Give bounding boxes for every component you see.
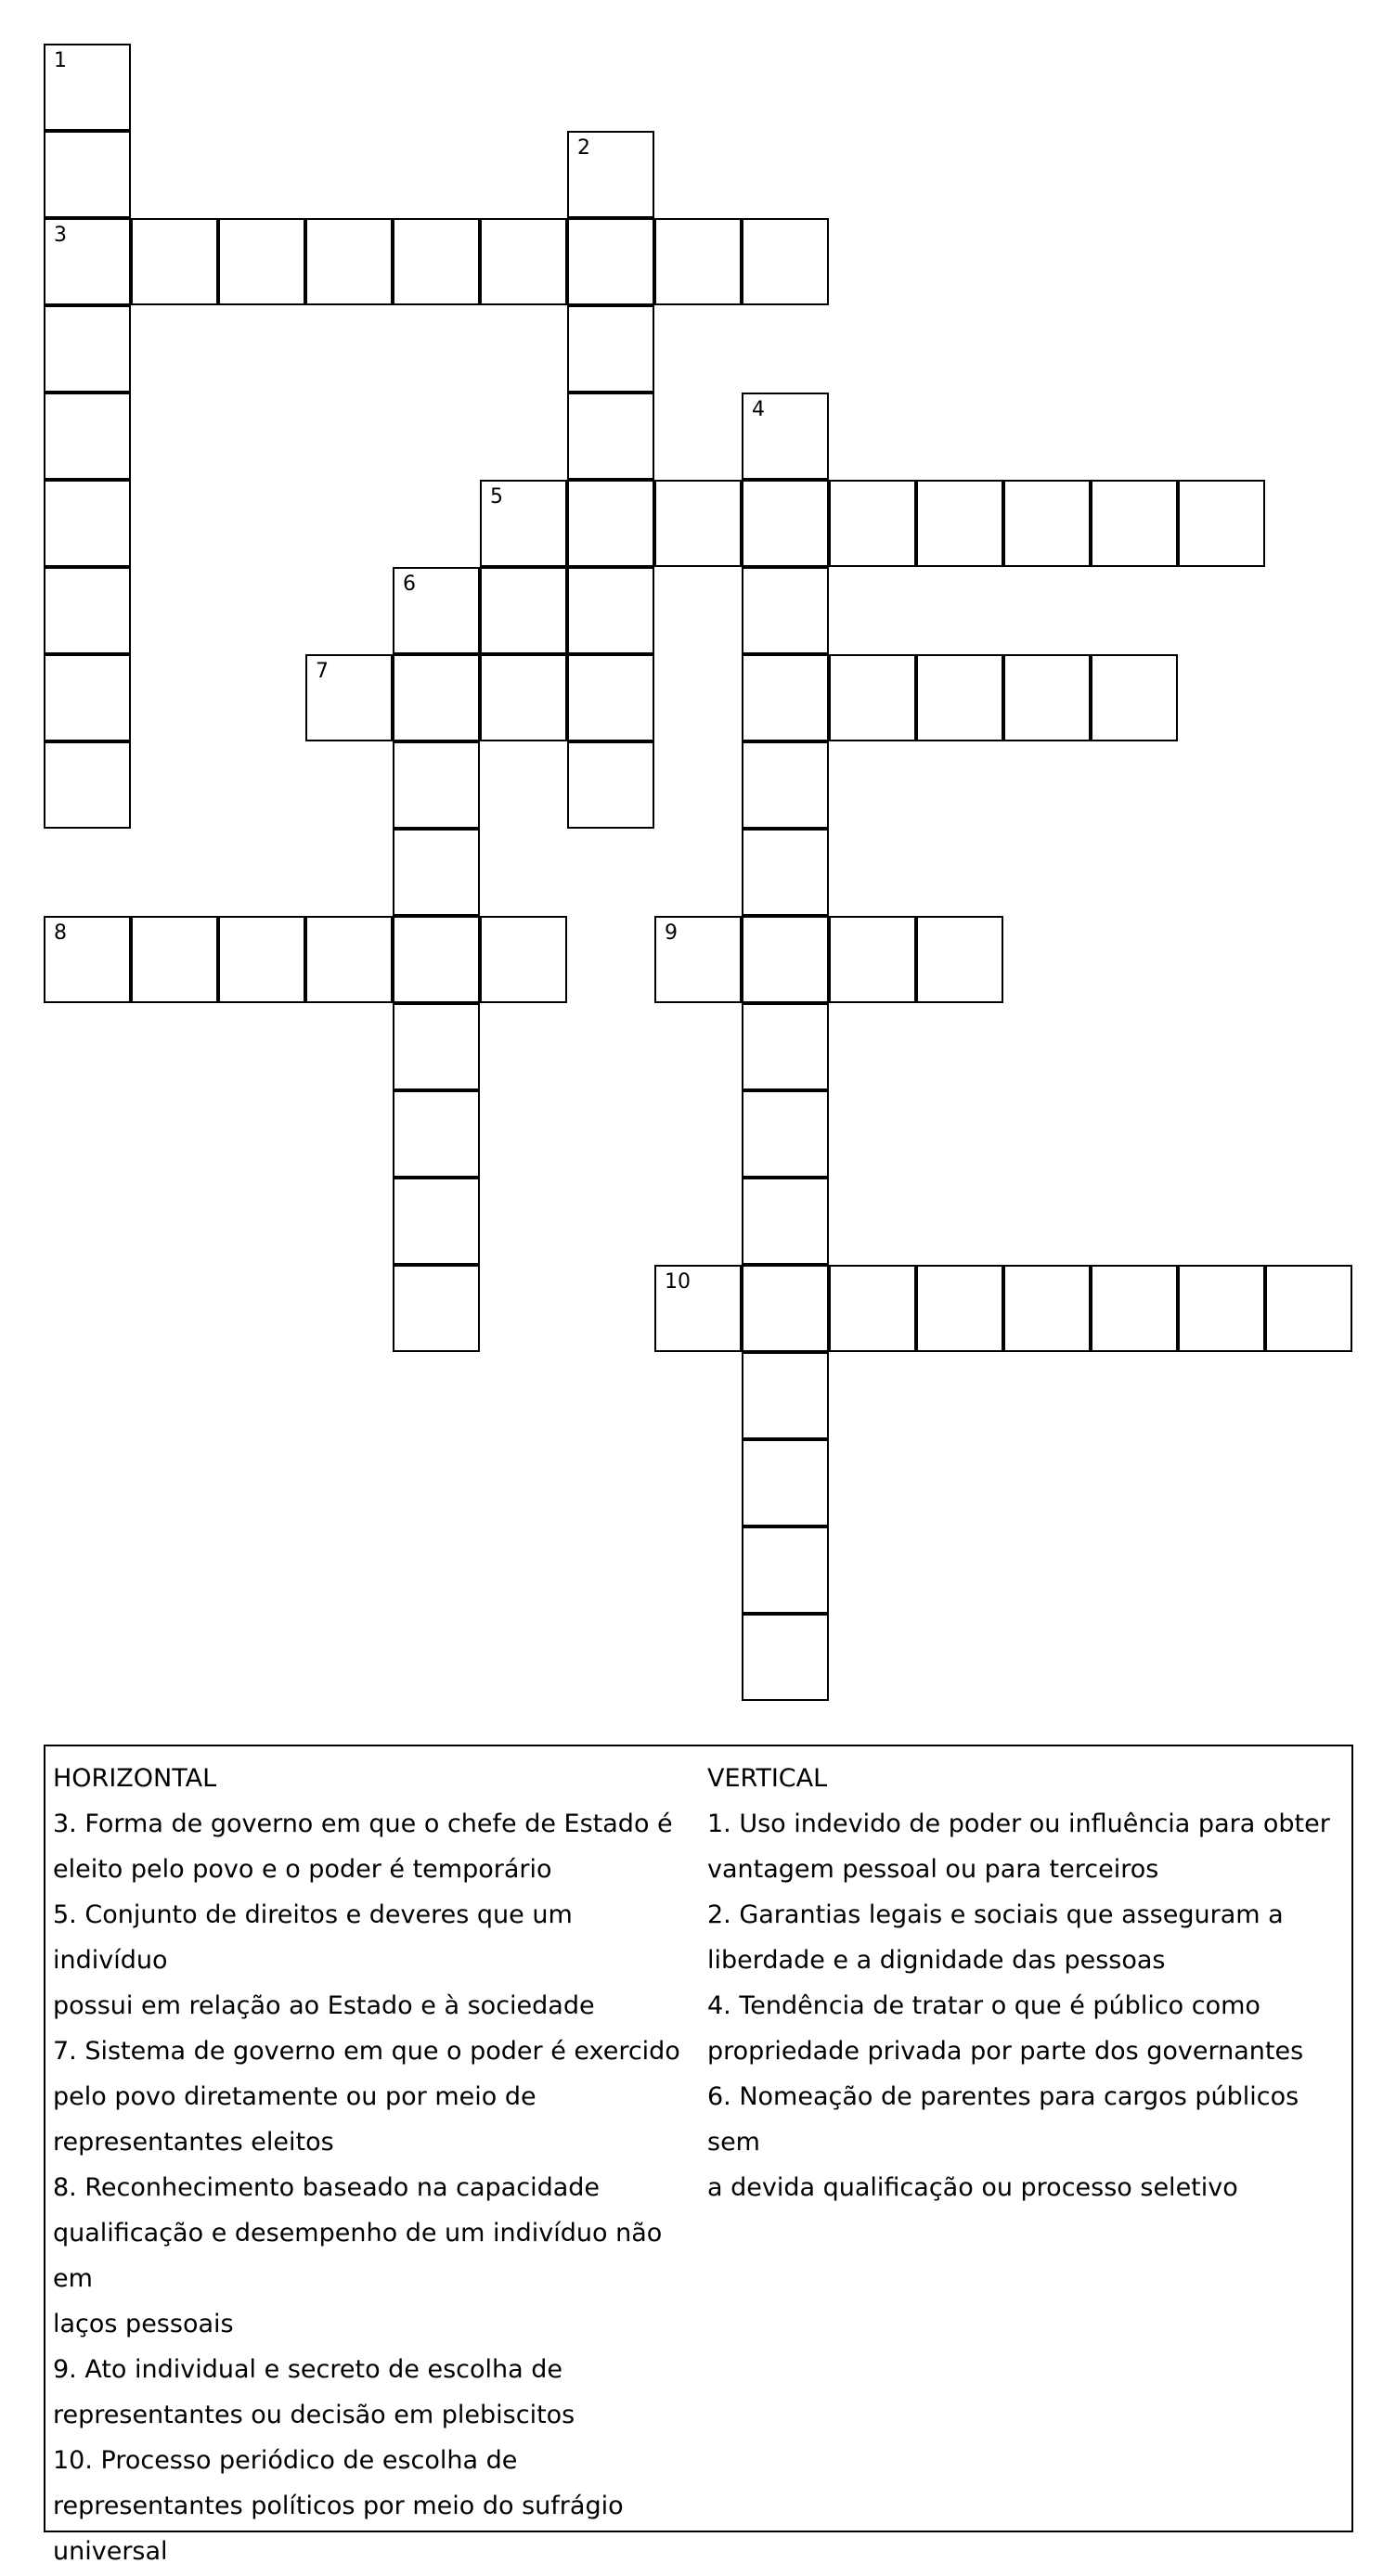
grid-cell[interactable] bbox=[742, 829, 829, 916]
horizontal-clue-line: representantes políticos por meio do sufrágio bbox=[53, 2492, 624, 2520]
grid-cell[interactable] bbox=[742, 1526, 829, 1614]
grid-cell[interactable] bbox=[567, 741, 654, 829]
grid-cell[interactable] bbox=[393, 567, 480, 654]
grid-cell[interactable] bbox=[44, 218, 131, 305]
horizontal-clue-line: 10. Processo periódico de escolha de bbox=[53, 2446, 518, 2475]
grid-cell[interactable] bbox=[829, 654, 916, 741]
grid-cell[interactable] bbox=[829, 1265, 916, 1352]
grid-cell[interactable] bbox=[916, 916, 1003, 1003]
grid-cell[interactable] bbox=[916, 480, 1003, 567]
vertical-clue-line: liberdade e a dignidade das pessoas bbox=[707, 1946, 1166, 1975]
vertical-clues bbox=[707, 1756, 1348, 2210]
clue-number: 3 bbox=[54, 224, 67, 247]
clue-number: 2 bbox=[577, 136, 590, 160]
horizontal-clue-line: possui em relação ao Estado e à sociedade bbox=[53, 1991, 595, 2020]
grid-cell[interactable] bbox=[567, 218, 654, 305]
grid-cell[interactable] bbox=[1003, 480, 1091, 567]
vertical-clue-line: 2. Garantias legais e sociais que asseguram a bbox=[707, 1900, 1284, 1929]
horizontal-clue-line: 5. Conjunto de direitos e deveres que um indivíduo bbox=[53, 1900, 573, 1975]
grid-cell[interactable] bbox=[393, 916, 480, 1003]
grid-cell[interactable] bbox=[567, 131, 654, 218]
grid-cell[interactable] bbox=[480, 654, 567, 741]
horizontal-title: HORIZONTAL bbox=[53, 1764, 217, 1793]
horizontal-clue-line: 7. Sistema de governo em que o poder é exercido bbox=[53, 2037, 680, 2066]
grid-cell[interactable] bbox=[654, 480, 742, 567]
grid-cell[interactable] bbox=[1003, 654, 1091, 741]
grid-cell[interactable] bbox=[393, 1003, 480, 1090]
grid-cell[interactable] bbox=[393, 1178, 480, 1265]
horizontal-clue-line: representantes eleitos bbox=[53, 2128, 334, 2157]
grid-cell[interactable] bbox=[567, 654, 654, 741]
grid-cell[interactable] bbox=[393, 654, 480, 741]
grid-cell[interactable] bbox=[131, 218, 218, 305]
clue-number: 1 bbox=[54, 49, 67, 72]
grid-cell[interactable] bbox=[480, 218, 567, 305]
grid-cell[interactable] bbox=[393, 829, 480, 916]
clue-number: 6 bbox=[403, 573, 416, 596]
vertical-clue-line: vantagem pessoal ou para terceiros bbox=[707, 1855, 1159, 1884]
horizontal-clue-list bbox=[53, 1801, 693, 2574]
grid-cell[interactable] bbox=[480, 567, 567, 654]
grid-cell[interactable] bbox=[742, 1178, 829, 1265]
vertical-clue-list bbox=[707, 1801, 1348, 2210]
grid-cell[interactable] bbox=[44, 131, 131, 218]
horizontal-clue-line: eleito pelo povo e o poder é temporário bbox=[53, 1855, 552, 1884]
vertical-clue-line: 1. Uso indevido de poder ou influência para obter bbox=[707, 1810, 1330, 1838]
horizontal-clue-line: 8. Reconhecimento baseado na capacidade bbox=[53, 2173, 601, 2202]
horizontal-clues bbox=[53, 1756, 693, 2574]
grid-cell[interactable] bbox=[1178, 480, 1265, 567]
grid-cell[interactable] bbox=[44, 305, 131, 393]
horizontal-clue-line: 9. Ato individual e secreto de escolha de bbox=[53, 2355, 563, 2384]
grid-cell[interactable] bbox=[393, 1090, 480, 1178]
grid-cell[interactable] bbox=[829, 916, 916, 1003]
grid-cell[interactable] bbox=[393, 741, 480, 829]
horizontal-clue-line: laços pessoais bbox=[53, 2310, 234, 2338]
grid-cell[interactable] bbox=[742, 1003, 829, 1090]
grid-cell[interactable] bbox=[567, 567, 654, 654]
grid-cell[interactable] bbox=[742, 1265, 829, 1352]
grid-cell[interactable] bbox=[829, 480, 916, 567]
grid-cell[interactable] bbox=[916, 654, 1003, 741]
grid-cell[interactable] bbox=[44, 393, 131, 480]
grid-cell[interactable] bbox=[393, 218, 480, 305]
grid-cell[interactable] bbox=[742, 741, 829, 829]
grid-cell[interactable] bbox=[742, 1614, 829, 1701]
vertical-clue-line: propriedade privada por parte dos governantes bbox=[707, 2037, 1304, 2066]
grid-cell[interactable] bbox=[1091, 654, 1178, 741]
grid-cell[interactable] bbox=[742, 1439, 829, 1526]
grid-cell[interactable] bbox=[44, 44, 131, 131]
grid-cell[interactable] bbox=[44, 654, 131, 741]
clue-number: 9 bbox=[665, 921, 678, 945]
grid-cell[interactable] bbox=[742, 654, 829, 741]
grid-cell[interactable] bbox=[44, 916, 131, 1003]
clue-number: 5 bbox=[490, 485, 503, 509]
grid-cell[interactable] bbox=[44, 480, 131, 567]
vertical-title: VERTICAL bbox=[707, 1764, 828, 1793]
grid-cell[interactable] bbox=[218, 218, 305, 305]
grid-cell[interactable] bbox=[742, 480, 829, 567]
grid-cell[interactable] bbox=[44, 741, 131, 829]
grid-cell[interactable] bbox=[480, 480, 567, 567]
grid-cell[interactable] bbox=[742, 1090, 829, 1178]
vertical-clue-line: 6. Nomeação de parentes para cargos públicos sem bbox=[707, 2082, 1299, 2157]
grid-cell[interactable] bbox=[567, 393, 654, 480]
grid-cell[interactable] bbox=[654, 1265, 742, 1352]
grid-cell[interactable] bbox=[742, 393, 829, 480]
horizontal-clue-line: qualificação e desempenho de um indivíduo não em bbox=[53, 2219, 663, 2293]
grid-cell[interactable] bbox=[654, 218, 742, 305]
grid-cell[interactable] bbox=[742, 1352, 829, 1439]
clues-box bbox=[44, 1745, 1353, 2566]
grid-cell[interactable] bbox=[1178, 1265, 1265, 1352]
grid-cell[interactable] bbox=[742, 567, 829, 654]
grid-cell[interactable] bbox=[1091, 1265, 1178, 1352]
horizontal-clue-line: representantes ou decisão em plebiscitos bbox=[53, 2401, 575, 2429]
grid-cell[interactable] bbox=[654, 916, 742, 1003]
grid-cell[interactable] bbox=[44, 567, 131, 654]
clue-number: 4 bbox=[752, 398, 765, 421]
grid-cell[interactable] bbox=[305, 916, 393, 1003]
vertical-clue-line: 4. Tendência de tratar o que é público como bbox=[707, 1991, 1260, 2020]
grid-cell[interactable] bbox=[1265, 1265, 1352, 1352]
grid-cell[interactable] bbox=[916, 1265, 1003, 1352]
grid-cell[interactable] bbox=[480, 916, 567, 1003]
grid-cell[interactable] bbox=[1003, 1265, 1091, 1352]
horizontal-clue-line: 3. Forma de governo em que o chefe de Estado é bbox=[53, 1810, 673, 1838]
grid-cell[interactable] bbox=[742, 218, 829, 305]
horizontal-clue-line: universal bbox=[53, 2537, 168, 2566]
grid-cell[interactable] bbox=[305, 654, 393, 741]
vertical-clue-line: a devida qualificação ou processo seletivo bbox=[707, 2173, 1238, 2202]
clue-number: 7 bbox=[316, 660, 329, 683]
clue-number: 8 bbox=[54, 921, 67, 945]
grid-cell[interactable] bbox=[742, 916, 829, 1003]
grid-cell[interactable] bbox=[218, 916, 305, 1003]
clue-number: 10 bbox=[665, 1270, 691, 1294]
grid-cell[interactable] bbox=[567, 480, 654, 567]
grid-cell[interactable] bbox=[393, 1265, 480, 1352]
grid-cell[interactable] bbox=[567, 305, 654, 393]
grid-cell[interactable] bbox=[1091, 480, 1178, 567]
grid-cell[interactable] bbox=[305, 218, 393, 305]
grid-cell[interactable] bbox=[131, 916, 218, 1003]
horizontal-clue-line: pelo povo diretamente ou por meio de bbox=[53, 2082, 536, 2111]
